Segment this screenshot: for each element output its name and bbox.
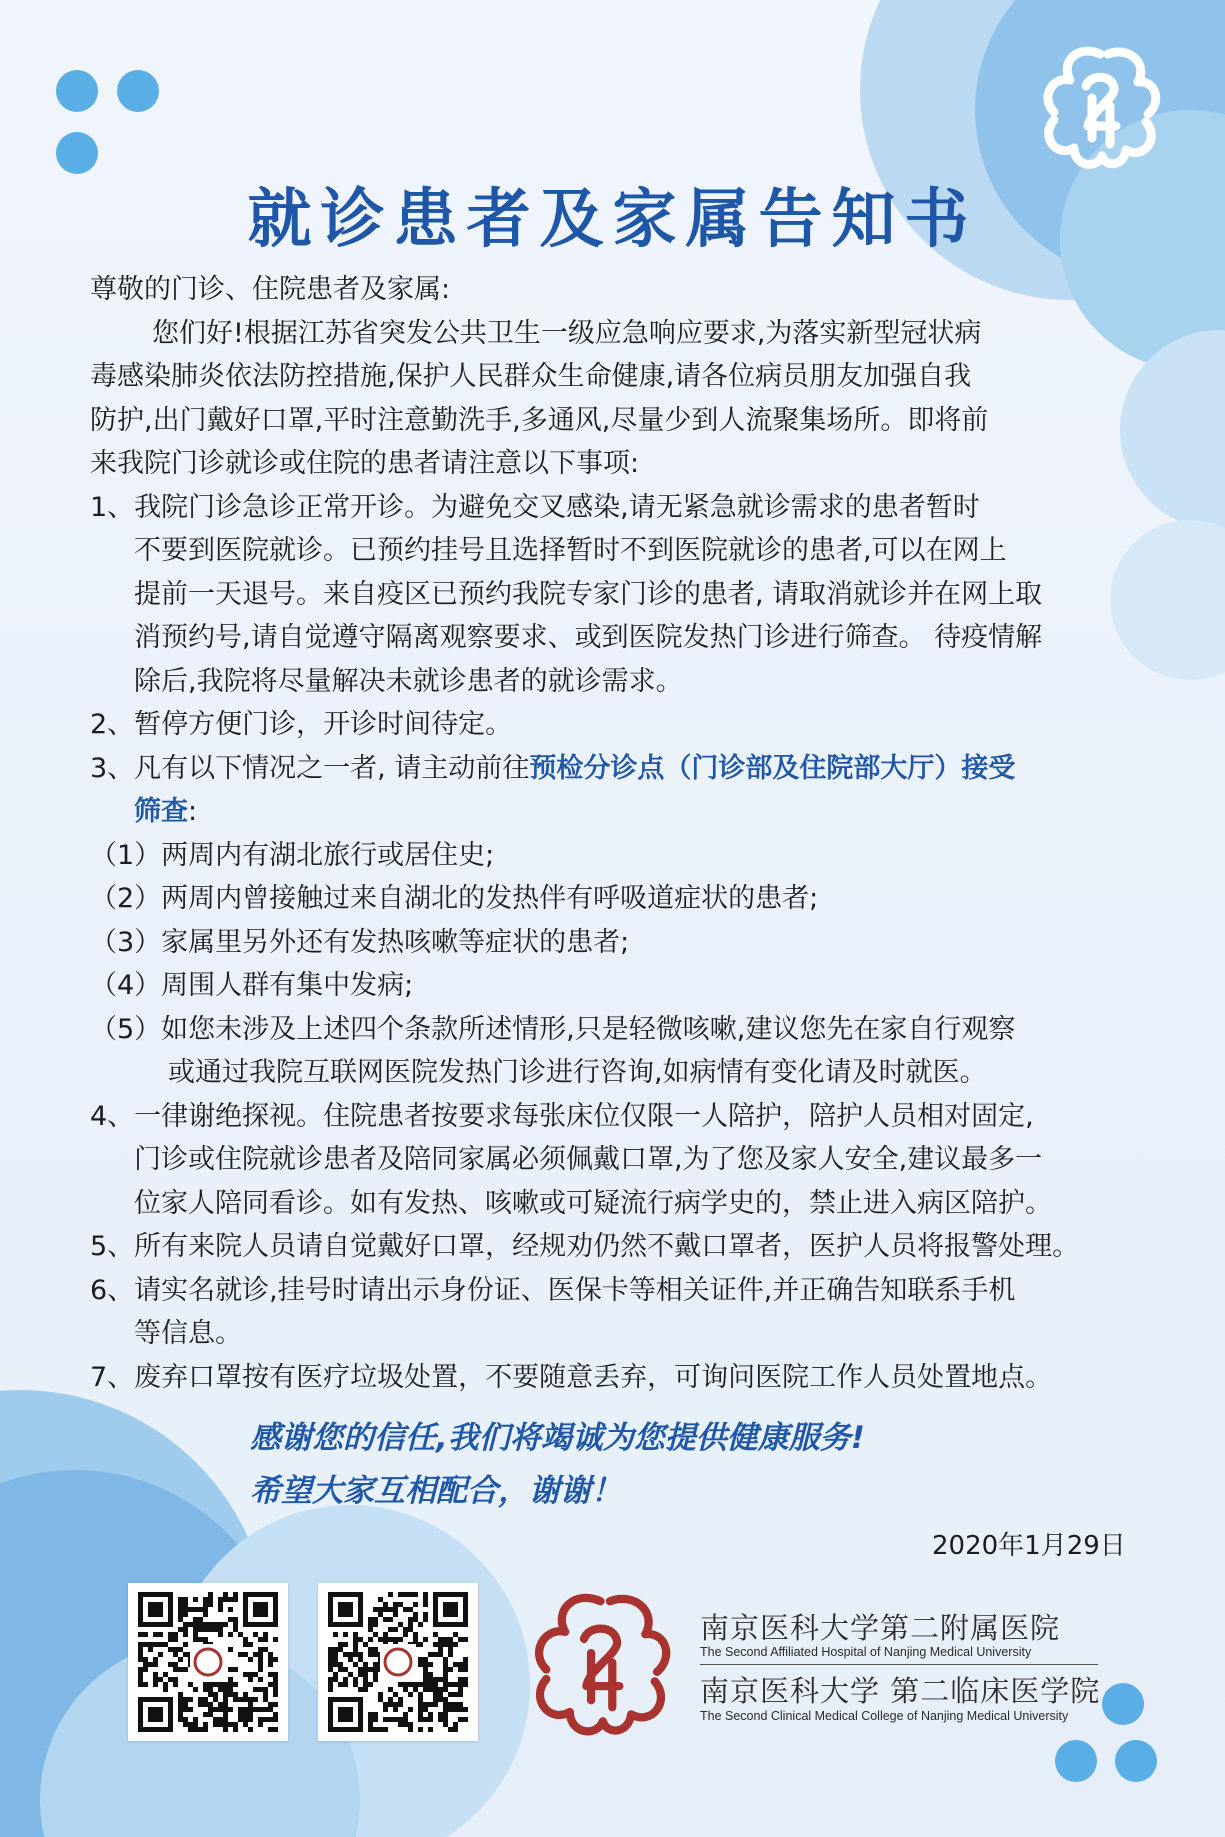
hospital-name-cn: 南京医科大学第二附属医院 [700,1611,1061,1645]
item-7: 7、废弃口罩按有医疗垃圾处置，不要随意丢弃，可询问医院工作人员处置地点。 [90,1361,1053,1393]
item-6-line: 6、请实名就诊,挂号时请出示身份证、医保卡等相关证件,并正确告知联系手机 [90,1274,1016,1306]
thanks-line: 希望大家互相配合，谢谢！ [250,1473,622,1509]
intro-line: 来我院门诊就诊或住院的患者请注意以下事项: [90,448,640,479]
qr-code-icon [128,1583,288,1741]
item-1-line: 消预约号,请自觉遵守隔离观察要求、或到医院发热门诊进行筛查。 待疫情解 [134,622,1043,653]
college-name-cn: 南京医科大学 第二临床医学院 [700,1674,1101,1708]
deco-dot [1102,1683,1144,1725]
item-1-line: 提前一天退号。来自疫区已预约我院专家门诊的患者, 请取消就诊并在网上取 [134,578,1043,610]
college-name-en: The Second Clinical Medical College of Nanjing Medical University [700,1709,1069,1723]
item-1-line: 不要到医院就诊。已预约挂号且选择暂时不到医院就诊的患者,可以在网上 [134,535,1007,566]
sub-item: （3）家属里另外还有发热咳嗽等症状的患者; [90,926,630,958]
notice-date: 2020年1月29日 [932,1531,1126,1561]
sub-item: （5）如您未涉及上述四个条款所述情形,只是轻微咳嗽,建议您先在家自行观察 [90,1013,1016,1045]
item-3-suffix: : [188,796,198,827]
hospital-divider [700,1664,1098,1665]
item-6-line: 等信息。 [134,1318,242,1349]
notice-body [90,268,1170,1399]
hospital-logo-icon [1030,36,1170,176]
deco-dot [56,70,98,112]
sub-item: （1）两周内有湖北旅行或居住史; [90,839,495,871]
item-2: 2、暂停方便门诊，开诊时间待定。 [90,709,513,740]
sub-item: （4）周围人群有集中发病; [90,970,414,1001]
item-4-line: 4、一律谢绝探视。住院患者按要求每张床位仅限一人陪护，陪护人员相对固定, [90,1100,1034,1132]
sub-item: （2）两周内曾接触过来自湖北的发热伴有呼吸道症状的患者; [90,883,819,914]
intro-line: 毒感染肺炎依法防控措施,保护人民群众生命健康,请各位病员朋友加强自我 [90,361,972,392]
deco-dot [1055,1740,1097,1782]
item-4-line: 门诊或住院就诊患者及陪同家属必须佩戴口罩,为了您及家人安全,建议最多一 [134,1144,1043,1175]
item-1-line: 1、我院门诊急诊正常开诊。为避免交叉感染,请无紧急就诊需求的患者暂时 [90,491,980,523]
deco-dot [1115,1740,1157,1782]
item-3-highlight: 预检分诊点（门诊部及住院部大厅）接受 [529,752,1016,784]
item-4-line: 位家人陪同看诊。如有发热、咳嗽或可疑流行病学史的，禁止进入病区陪护。 [134,1187,1052,1219]
notice-title: 就诊患者及家属告知书 [247,183,978,257]
sub-item-5-cont: 或通过我院互联网医院发热门诊进行咨询,如病情有变化请及时就医。 [168,1057,987,1088]
deco-dot [117,70,159,112]
item-5: 5、所有来院人员请自觉戴好口罩，经规劝仍然不戴口罩者，医护人员将报警处理。 [90,1231,1080,1262]
item-1-line: 除后,我院将尽量解决未就诊患者的就诊需求。 [134,665,683,697]
hospital-logo-icon [518,1580,683,1745]
thanks-line: 感谢您的信任,我们将竭诚为您提供健康服务! [250,1420,865,1456]
intro-line: 您们好!根据江苏省突发公共卫生一级应急响应要求,为落实新型冠状病 [152,317,982,349]
hospital-name-en: The Second Affiliated Hospital of Nanjing Medical University [700,1645,1032,1659]
item-3-prefix: 3、凡有以下情况之一者, 请主动前往 [90,752,530,784]
qr-code-icon [318,1583,478,1741]
item-3-line [90,790,1170,834]
item-3-highlight-cont: 筛查 [134,796,188,827]
salutation: 尊敬的门诊、住院患者及家属: [90,274,451,305]
intro-line: 防护,出门戴好口罩,平时注意勤洗手,多通风,尽量少到人流聚集场所。即将前 [90,404,989,436]
item-3-line [90,747,1170,791]
